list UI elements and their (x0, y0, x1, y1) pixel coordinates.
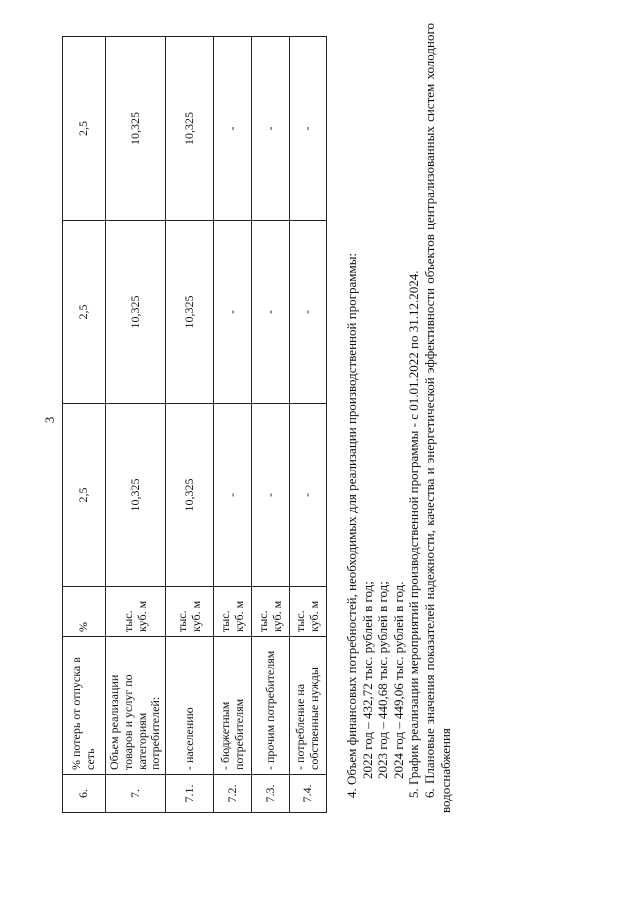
row-name: % потерь от отпуска в сеть (63, 637, 106, 775)
value-2023: 2,5 (63, 221, 106, 404)
value-2022: 10,325 (166, 404, 214, 587)
paragraph-indicators: 6. Плановые значения показателей надежности, качества и энергетической эффективности объектов централизованных систем холодного водоснабжения (421, 23, 453, 813)
row-unit: тыс. куб. м (290, 587, 327, 637)
table-row (290, 37, 327, 813)
row-number: 7.1. (166, 775, 214, 813)
indicators-table (62, 36, 327, 813)
page-number: 3 (42, 416, 57, 424)
value-2023: - (290, 221, 327, 404)
paragraph-schedule: 5. График реализации мероприятий производственной программы - с 01.01.2022 по 31.12.2024. (406, 270, 422, 798)
row-number: 7.2. (214, 775, 252, 813)
body-text (344, 23, 453, 813)
table-row (166, 37, 214, 813)
row-name: - потребление на собственные нужды (290, 637, 327, 775)
value-2022: 10,325 (106, 404, 166, 587)
row-number: 7. (106, 775, 166, 813)
value-2024: - (252, 37, 290, 221)
row-name: - бюджетным потребителям (214, 637, 252, 775)
table-row (214, 37, 252, 813)
table-row (106, 37, 166, 813)
paragraph-financial-needs: 4. Объем финансовых потребностей, необходимых для реализации производственной программы: (344, 252, 359, 798)
financial-2024: 2024 год – 449,06 тыс. рублей в год. (390, 581, 406, 779)
row-name: Объем реализации товаров и услуг по категориям потребителей: (106, 637, 166, 775)
value-2024: - (290, 37, 327, 221)
row-name: - прочим потребителям (252, 637, 290, 775)
row-unit: тыс. куб. м (214, 587, 252, 637)
value-2024: 10,325 (106, 37, 166, 221)
value-2023: 10,325 (106, 221, 166, 404)
value-2022: - (252, 404, 290, 587)
value-2024: 2,5 (63, 37, 106, 221)
financial-2023: 2023 год – 440,68 тыс. рублей в год; (375, 581, 391, 779)
value-2024: 10,325 (166, 37, 214, 221)
value-2023: - (252, 221, 290, 404)
row-unit: % (63, 587, 106, 637)
value-2022: - (290, 404, 327, 587)
value-2023: 10,325 (166, 221, 214, 404)
table-row (252, 37, 290, 813)
row-number: 7.4. (290, 775, 327, 813)
row-number: 6. (63, 775, 106, 813)
value-2024: - (214, 37, 252, 221)
row-unit: тыс. куб. м (252, 587, 290, 637)
row-unit: тыс. куб. м (106, 587, 166, 637)
row-number: 7.3. (252, 775, 290, 813)
value-2023: - (214, 221, 252, 404)
value-2022: - (214, 404, 252, 587)
row-unit: тыс. куб. м (166, 587, 214, 637)
financial-2022: 2022 год – 432,72 тыс. рублей в год; (359, 581, 375, 779)
table-row (63, 37, 106, 813)
row-name: - населению (166, 637, 214, 775)
value-2022: 2,5 (63, 404, 106, 587)
